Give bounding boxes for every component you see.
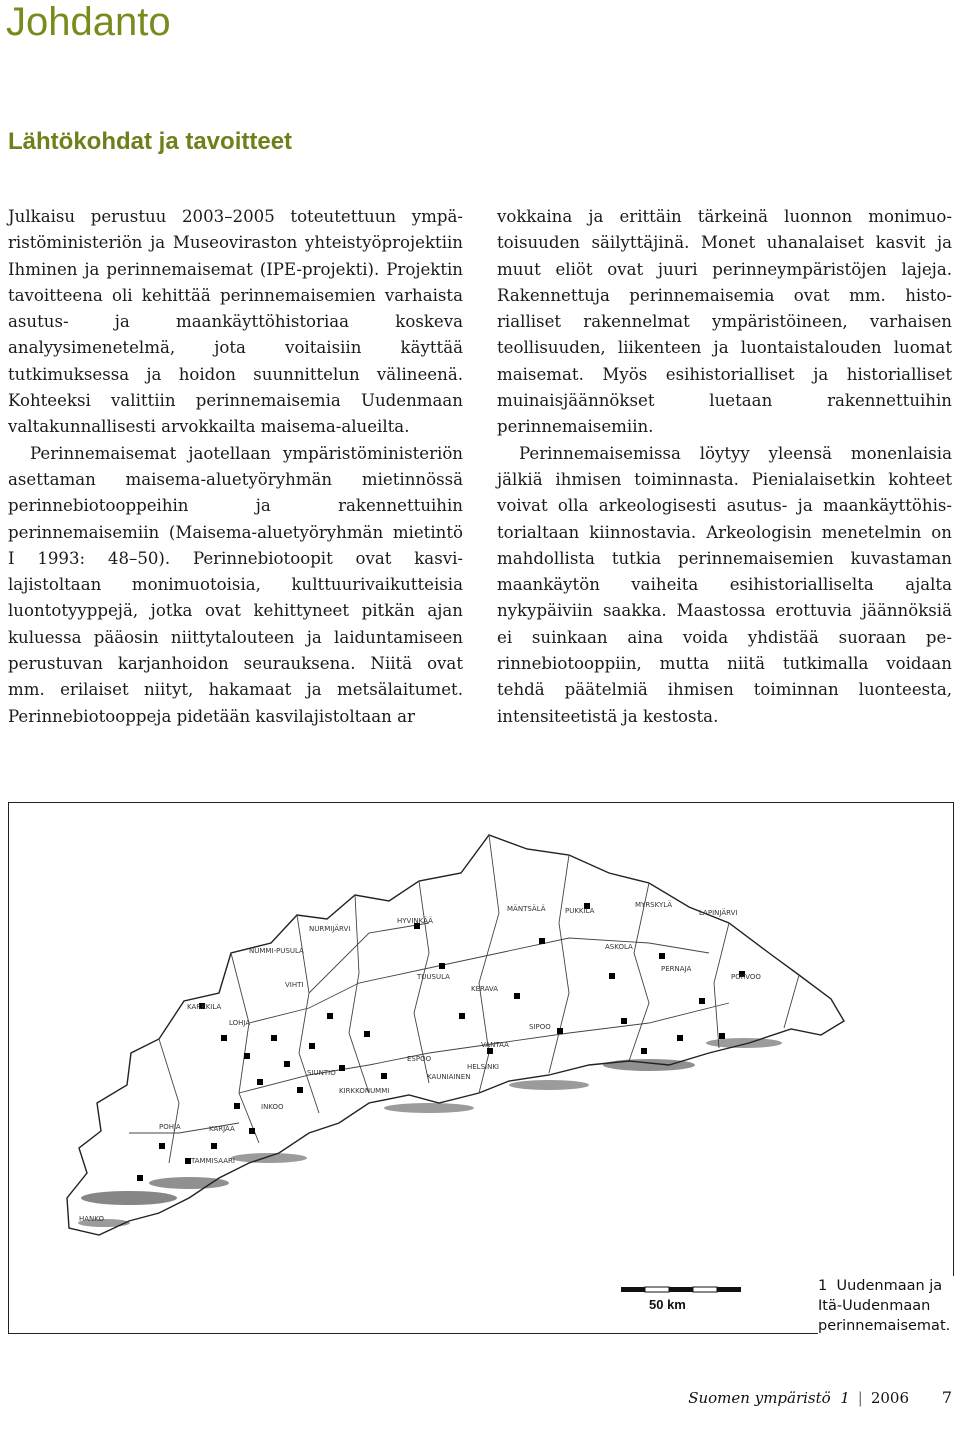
site-marker bbox=[211, 1143, 217, 1149]
municipality-label: POHJA bbox=[159, 1123, 181, 1131]
municipality-label: PORVOO bbox=[731, 973, 761, 981]
paragraph: vokkaina ja erittäin tärkeinä luonnon monimuotoisuuden säilyttäjinä. Monet uhanalaiset kasvit ja muut eliöt ovat juuri perinneympäristöjen lajeja. Rakennettuja perinnemaisemia ovat mm. historialliset rakennelmat ympäristöineen, varhaisen teollisuuden, liikenteen ja luontaistalouden luomat maisemat. Myös esihistorialliset ja historialliset muinaisjäännökset luetaan rakennettuihin perinnemaisemiin. bbox=[497, 207, 952, 437]
chapter-title: Johdanto bbox=[6, 0, 171, 44]
municipality-label: SIUNTIO bbox=[307, 1069, 336, 1077]
municipality-label: KARKKILA bbox=[187, 1003, 222, 1011]
site-marker bbox=[641, 1048, 647, 1054]
municipality-label: TAMMISAARI bbox=[191, 1157, 235, 1165]
municipality-label: KIRKKONUMMI bbox=[339, 1087, 390, 1095]
region-map bbox=[9, 803, 954, 1334]
site-marker bbox=[284, 1061, 290, 1067]
municipality-label: NURMIJÄRVI bbox=[309, 925, 351, 933]
site-marker bbox=[699, 998, 705, 1004]
municipality-label: KAUNIAINEN bbox=[427, 1073, 471, 1081]
municipality-label: NUMMI-PUSULA bbox=[249, 947, 304, 955]
site-marker bbox=[621, 1018, 627, 1024]
paragraph: Perinnemaisemat jaotellaan ympäristöministeriön asettaman maisema-aluetyöryhmän mietinnössä perinnebiotooppeihin ja rakennettuihin perinnemaisemiin (Maisema-aluetyöryhmän mietintö I 1993: 48–50). Perinnebiotoopit ovat kasvilajistoltaan monimuotoisia, kulttuurivaikutteisia luontotyyppejä, jotka ovat kehittyneet pitkän ajan kuluessa pääosin niittytalouteen ja laiduntamiseen perustuvan karjanhoidon seurauksena. Niitä ovat mm. erilaiset niityt, hakamaat ja metsälaitumet. Perinnebiotooppeja pidetään kasvilajistoltaan ar bbox=[8, 443, 463, 726]
municipality-label: PERNAJA bbox=[661, 965, 692, 973]
municipality-label: INKOO bbox=[261, 1103, 284, 1111]
municipality-label: VIHTI bbox=[285, 981, 304, 989]
municipality-label: HANKO bbox=[79, 1215, 105, 1223]
municipality-label: LOHJA bbox=[229, 1019, 251, 1027]
site-marker bbox=[659, 953, 665, 959]
page-footer: Suomen ympäristö 1 | 2006 7 bbox=[688, 1388, 952, 1407]
caption-number: 1 bbox=[818, 1278, 828, 1294]
site-marker bbox=[297, 1087, 303, 1093]
page-number: 7 bbox=[941, 1388, 952, 1407]
scale-label: 50 km bbox=[649, 1297, 686, 1312]
publication-name: Suomen ympäristö bbox=[688, 1389, 831, 1407]
scale-bar bbox=[621, 1287, 741, 1312]
municipality-label: LAPINJÄRVI bbox=[699, 909, 738, 917]
section-title: Lähtökohdat ja tavoitteet bbox=[8, 128, 293, 155]
site-marker bbox=[221, 1035, 227, 1041]
site-marker bbox=[609, 973, 615, 979]
municipality-label: MÄNTSÄLÄ bbox=[507, 905, 546, 913]
site-marker bbox=[309, 1043, 315, 1049]
municipality-label: SIPOO bbox=[529, 1023, 551, 1031]
site-marker bbox=[339, 1065, 345, 1071]
municipality-label: HYVINKÄÄ bbox=[397, 917, 433, 925]
site-marker bbox=[244, 1053, 250, 1059]
figure-caption bbox=[818, 1276, 958, 1336]
site-marker bbox=[234, 1103, 240, 1109]
site-marker bbox=[719, 1033, 725, 1039]
publication-year: 2006 bbox=[870, 1389, 910, 1407]
site-marker bbox=[677, 1035, 683, 1041]
municipality-label: HELSINKI bbox=[467, 1063, 499, 1071]
municipality-label: MYRSKYLÄ bbox=[635, 901, 673, 909]
site-marker bbox=[514, 993, 520, 999]
site-marker bbox=[137, 1175, 143, 1181]
caption-text: Uudenmaan ja Itä-Uudenmaan perinnemaisemat. bbox=[818, 1278, 951, 1334]
municipality-label: KERAVA bbox=[471, 985, 499, 993]
site-marker bbox=[327, 1013, 333, 1019]
site-marker bbox=[271, 1035, 277, 1041]
issue-number: 1 bbox=[840, 1389, 850, 1407]
body-column-right bbox=[497, 204, 952, 730]
site-marker bbox=[381, 1073, 387, 1079]
body-column-left bbox=[8, 204, 463, 730]
site-marker bbox=[364, 1031, 370, 1037]
site-marker bbox=[557, 1028, 563, 1034]
paragraph: Perinnemaisemissa löytyy yleensä monenlaisia jälkiä ihmisen toiminnasta. Pienialaisetkin kohteet voivat olla arkeologisesti asutus- ja maankäyttöhistorialtaan kiinnostavia. Arkeologisin menetelmin on mahdollista tutkia perinnemaisemien kuvastaman maankäytön vaiheita esihistorialliselta ajalta nykypäiviin saakka. Maastossa erottuvia jäännöksiä ei suinkaan aina voida yhdistää suoraan perinnebiotooppiin, mutta niitä tutkimalla voidaan tehdä päätelmiä ihmisen toiminnan luonteesta, intensiteetistä ja kestosta. bbox=[497, 443, 952, 726]
region-outline bbox=[67, 835, 844, 1235]
municipality-label: TUUSULA bbox=[417, 973, 450, 981]
site-marker bbox=[249, 1128, 255, 1134]
municipality-label: ESPOO bbox=[407, 1055, 432, 1063]
municipality-label: KARJAA bbox=[209, 1125, 235, 1133]
paragraph: Julkaisu perustuu 2003–2005 toteutettuun ympäristöministeriön ja Museoviraston yhteistyöprojektiin Ihminen ja perinnemaisemat (IPE-projekti). Projektin tavoitteena oli kehittää perinnemaisemien varhaista asutus- ja maankäyttöhistoriaa koskeva analyysimenetelmä, jota voitaisiin käyttää tutkimuksessa ja hoidon suunnittelun välineenä. Kohteeksi valittiin perinnemaisemia Uudenmaan valtakunnallisesti arvokkailta maisema-alueilta. bbox=[8, 207, 463, 437]
municipality-label: ASKOLA bbox=[605, 943, 633, 951]
site-marker bbox=[539, 938, 545, 944]
map-figure bbox=[8, 802, 954, 1334]
site-marker bbox=[257, 1079, 263, 1085]
municipality-label: VANTAA bbox=[481, 1041, 509, 1049]
site-marker bbox=[439, 963, 445, 969]
site-marker bbox=[459, 1013, 465, 1019]
municipality-label: PUKKILA bbox=[565, 907, 595, 915]
site-marker bbox=[159, 1143, 165, 1149]
